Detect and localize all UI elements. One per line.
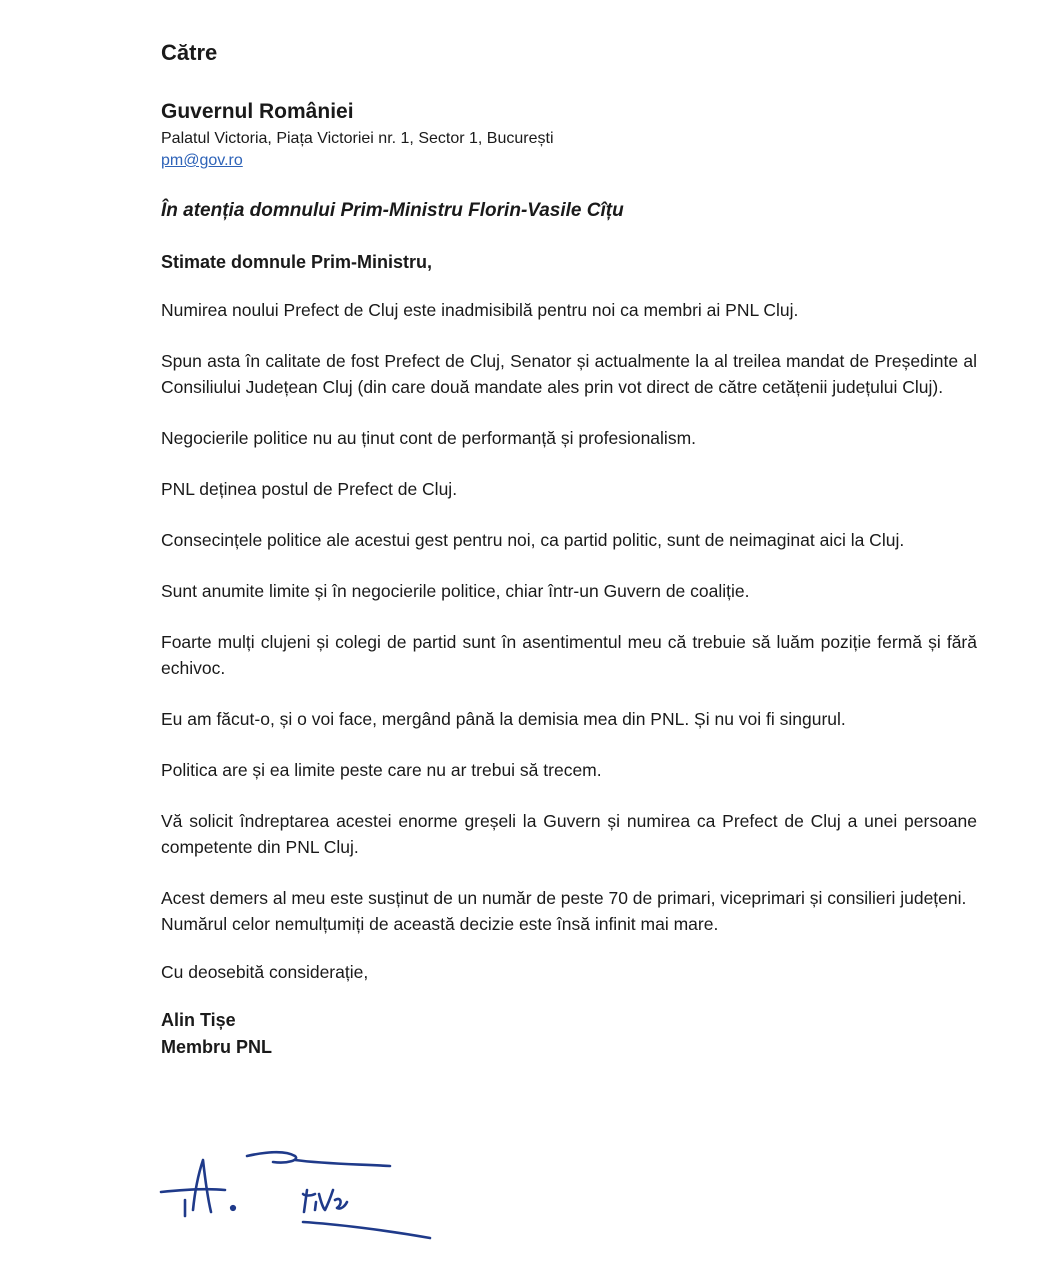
paragraph: Politica are și ea limite peste care nu ar trebui să trecem. (161, 760, 602, 780)
paragraph: PNL deținea postul de Prefect de Cluj. (161, 479, 458, 499)
attention-line: În atenția domnului Prim-Ministru Florin-Vasile Cîțu (161, 200, 624, 221)
closing-line: Cu deosebită considerație, (161, 962, 369, 982)
paragraph: Negocierile politice nu au ținut cont de performanță și profesionalism. (161, 428, 697, 448)
signer-name: Alin Tișe (161, 1010, 236, 1030)
paragraph: Spun asta în calitate de fost Prefect de Cluj, Senator și actualmente la al treilea mandat de Președinte al Consiliului Județean Cluj (din care două mandate ales prin vot direct de către cetățenii județului Cluj). (161, 351, 977, 397)
paragraph: Sunt anumite limite și în negocierile politice, chiar într-un Guvern de coaliție. (161, 581, 750, 601)
salutation: Stimate domnule Prim-Ministru, (161, 252, 433, 272)
paragraph: Acest demers al meu este susținut de un număr de peste 70 de primari, viceprimari și consilieri județeni. (161, 888, 967, 908)
paragraph: Foarte mulți clujeni și colegi de partid sunt în asentimentul meu că trebuie să luăm poziție fermă și fără echivoc. (161, 632, 977, 678)
paragraph: Eu am făcut-o, și o voi face, mergând până la demisia mea din PNL. Și nu voi fi singurul. (161, 709, 846, 729)
handwritten-signature (155, 1150, 445, 1250)
recipient-name: Guvernul României (161, 100, 354, 123)
paragraph: Numărul celor nemulțumiți de această decizie este însă infinit mai mare. (161, 914, 719, 934)
letter-body (161, 40, 977, 1061)
recipient-email-link[interactable]: pm@gov.ro (161, 152, 243, 169)
paragraph: Vă solicit îndreptarea acestei enorme greșeli la Guvern și numirea ca Prefect de Cluj a unei persoane competente din PNL Cluj. (161, 811, 977, 857)
to-label: Către (161, 40, 218, 65)
paragraph: Consecințele politice ale acestui gest pentru noi, ca partid politic, sunt de neimaginat aici la Cluj. (161, 530, 905, 550)
paragraph: Numirea noului Prefect de Cluj este inadmisibilă pentru noi ca membri ai PNL Cluj. (161, 300, 799, 320)
recipient-address: Palatul Victoria, Piața Victoriei nr. 1, Sector 1, București (161, 130, 554, 147)
signer-role: Membru PNL (161, 1037, 273, 1057)
